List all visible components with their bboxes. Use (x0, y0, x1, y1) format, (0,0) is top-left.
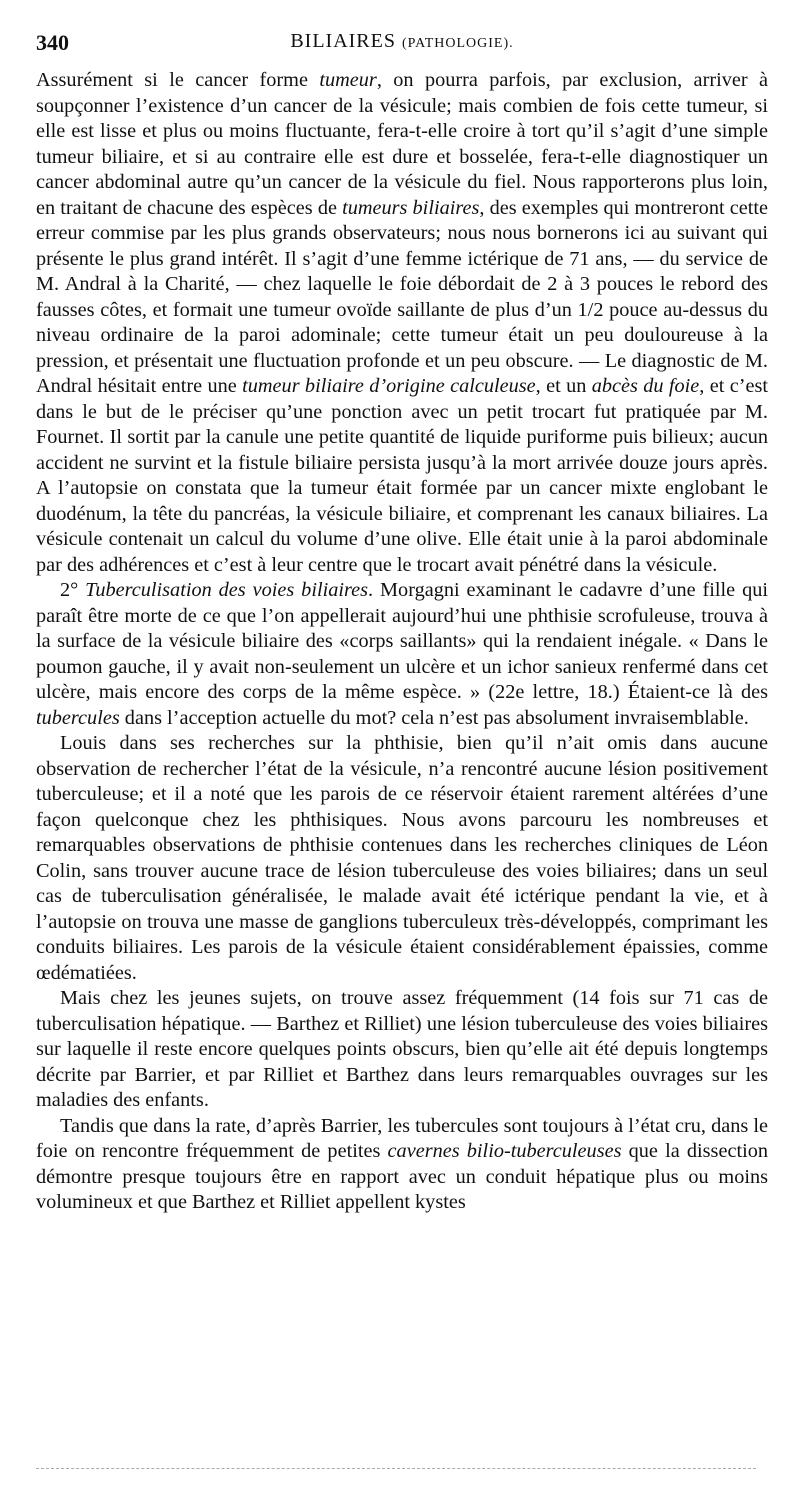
paragraph-rate-foie (36, 1114, 768, 1216)
text-run: , et un (535, 375, 592, 397)
italic-text: Tuberculisation des voies biliaires (85, 579, 369, 601)
italic-text: tubercules (36, 706, 120, 729)
text-run: dans l’acception actuelle du mot? cela n’est pas absolument invraisemblable. (119, 706, 749, 729)
text-run: 2° (60, 579, 86, 601)
paragraph-jeunes-sujets (36, 986, 768, 1114)
text-run: , on pourra parfois, par exclusion, arriver à soupçonner l’existence d’un cancer de la vésicule; mais combien de fois cette tumeur, si elle est lisse et plus ou moins fluctuante, fera-t-elle croire à tort qu’il s’agit d’une simple tumeur biliaire, et si au contraire elle est dure et bosselée, fera-t-elle diagnostiquer un cancer abdominal autre qu’un cancer de la vésicule du fiel. Nous rapporterons plus loin, en traitant de chacune des espèces de (36, 69, 768, 219)
running-head (36, 30, 768, 53)
italic-text: tumeurs biliaires (342, 196, 480, 219)
text-run: Assurément si le cancer forme (36, 69, 320, 91)
paragraph-cancer-vesicule (36, 68, 768, 578)
running-head-subtitle: (PATHOLOGIE). (402, 36, 514, 51)
footer-rule (36, 1468, 756, 1469)
italic-text: cavernes bilio-tuberculeuses (387, 1140, 622, 1162)
text-run: , et c’est dans le but de le préciser qu’une ponction avec un petit trocart fut pratiquée par M. Fournet. Il sortit par la canule une petite quantité de liquide puriforme puis bilieux; aucun accident ne survint et la fistule biliaire persista jusqu’à la mort arrivée douze jours après. A l’autopsie on constata que la tumeur était formée par un cancer mixte englobant le duodénum, la tête du pancréas, la vésicule biliaire, et comprenant les canaux biliaires. La vésicule contenait un calcul du volume d’une olive. Elle était unie à la paroi abdominale par des adhérences et c’est à leur centre que le trocart avait pénétré dans la vésicule. (36, 375, 768, 576)
italic-text: abcès du foie (591, 375, 700, 397)
text-run: , des exemples qui montreront cette erreur commise par les plus grands observateurs; nous nous bornerons ici au suivant qui présente le plus grand intérêt. Il s’agit d’une femme ictérique de 71 ans, — du service de M. Andral à la Charité, — chez laquelle le foie débordait de 2 à 3 pouces le rebord des fausses côtes, et formait une tumeur ovoïde saillante de plus d’un 1/2 pouce au-dessus du niveau ordinaire de la paroi adominale; cette tumeur était un peu douloureuse à la pression, et présentait une fluctuation profonde et un peu obscure. — Le diagnostic de M. Andral hésitait entre une (36, 196, 768, 397)
italic-text: tumeur (319, 69, 377, 91)
text-run: Mais chez les jeunes sujets, on trouve assez fréquemment (14 fois sur 71 cas de tuberculisation hépatique. — Barthez et Rilliet) une lésion tuberculeuse des voies biliaires sur laquelle il reste encore quelques points obscurs, bien qu’elle ait été depuis longtemps décrite par Barrier, et par Rilliet et Barthez dans leurs remarquables ouvrages sur les maladies des enfants. (36, 987, 768, 1111)
italic-text: tumeur biliaire d’origine calculeuse (242, 375, 536, 397)
text-run: . Morgagni examinant le cadavre d’une fille qui paraît être morte de ce que l’on appellerait aujourd’hui une phthisie scrofuleuse, trouva à la surface de la vésicule biliaire des «corps saillants» qui la rendaient inégale. « Dans le poumon gauche, il y avait non-seulement un ulcère et un ichor sanieux renfermé dans cet ulcère, mais encore des corps de la même espèce. » (22e lettre, 18.) Étaient-ce là des (36, 579, 768, 703)
body-text (36, 68, 768, 1216)
page-number: 340 (36, 30, 69, 55)
running-head-title: BILIAIRES (290, 30, 396, 52)
text-run: Tandis que dans la rate, d’après Barrier, les tubercules sont toujours à l’état cru, dans le foie on rencontre fréquemment de petites (36, 1114, 768, 1162)
paragraph-tuberculisation-heading (36, 578, 768, 731)
text-run: que la dissection démontre presque toujours être en rapport avec un conduit hépatique plus ou moins volumineux et que Barthez et Rilliet appellent kystes (36, 1140, 768, 1213)
text-run: Louis dans ses recherches sur la phthisie, bien qu’il n’ait omis dans aucune observation de rechercher l’état de la vésicule, n’a rencontré aucune lésion positivement tuberculeuse; et il a noté que les parois de ce réservoir étaient rarement altérées d’une façon quelconque chez les phthisiques. Nous avons parcouru les nombreuses et remarquables observations de phthisie contenues dans les recherches cliniques de Léon Colin, sans trouver aucune trace de lésion tuberculeuse des voies biliaires; dans un seul cas de tuberculisation généralisée, le malade avait été ictérique pendant la vie, et à l’autopsie on trouva une masse de ganglions tuberculeux très-développés, comprimant les conduits biliaires. Les parois de la vésicule étaient considérablement épaissies, comme œdématiées. (36, 732, 768, 984)
page-header (36, 28, 768, 62)
paragraph-louis-recherches (36, 731, 768, 986)
